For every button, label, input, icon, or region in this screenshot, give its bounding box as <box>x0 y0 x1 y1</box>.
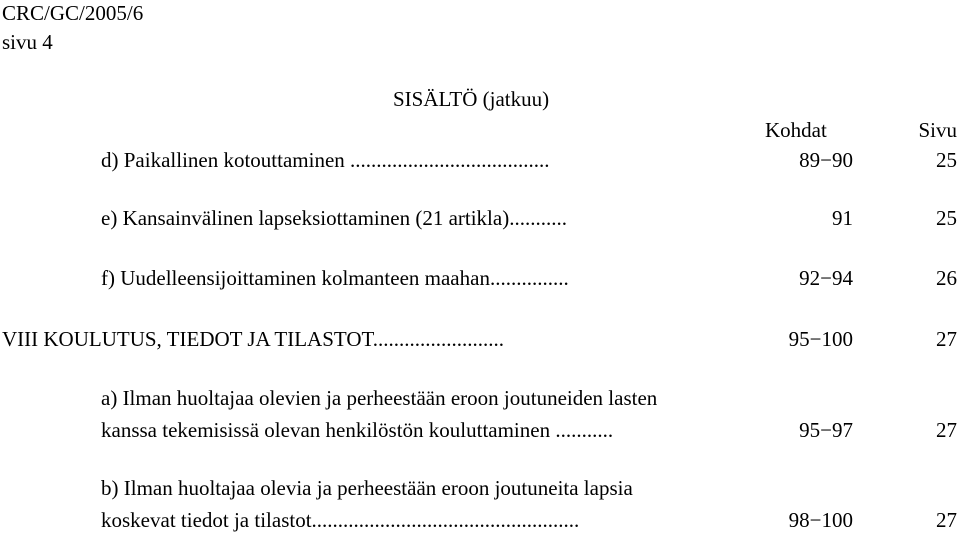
toc-entry-range: 91 <box>832 206 853 230</box>
toc-entry-text: f) Uudelleensijoittaminen kolmanteen maahan............... <box>101 266 569 290</box>
toc-entry-page: 26 <box>936 266 957 290</box>
toc-entry-range: 95−97 <box>799 418 853 442</box>
toc-entry-text-line2: koskevat tiedot ja tilastot................................................... <box>101 508 580 532</box>
toc-entry-page: 27 <box>936 508 957 532</box>
toc-entry-range: 98−100 <box>788 508 853 532</box>
toc-entry-range: 95−100 <box>788 327 853 351</box>
toc-entry-text-line2: kanssa tekemisissä olevan henkilöstön kouluttaminen ........... <box>101 418 614 442</box>
toc-entry-text-line1: a) Ilman huoltajaa olevien ja perheestään eroon joutuneiden lasten <box>101 386 658 410</box>
toc-entry-page: 27 <box>936 327 957 351</box>
column-header-kohdat: Kohdat <box>765 118 827 142</box>
page-label: sivu 4 <box>2 30 53 54</box>
toc-entry-range: 89−90 <box>799 148 853 172</box>
document-reference: CRC/GC/2005/6 <box>2 1 144 25</box>
toc-entry-page: 25 <box>936 148 957 172</box>
toc-section-text: VIII KOULUTUS, TIEDOT JA TILASTOT......................... <box>2 327 505 351</box>
toc-entry-text-line1: b) Ilman huoltajaa olevia ja perheestään eroon joutuneita lapsia <box>101 476 633 500</box>
toc-entry-page: 25 <box>936 206 957 230</box>
toc-entry-page: 27 <box>936 418 957 442</box>
toc-entry-range: 92−94 <box>799 266 853 290</box>
toc-entry-text: e) Kansainvälinen lapseksiottaminen (21 artikla)........... <box>101 206 567 230</box>
column-header-sivu: Sivu <box>918 118 957 142</box>
toc-entry-text: d) Paikallinen kotouttaminen ...................................... <box>101 148 550 172</box>
contents-title: SISÄLTÖ (jatkuu) <box>393 87 550 111</box>
